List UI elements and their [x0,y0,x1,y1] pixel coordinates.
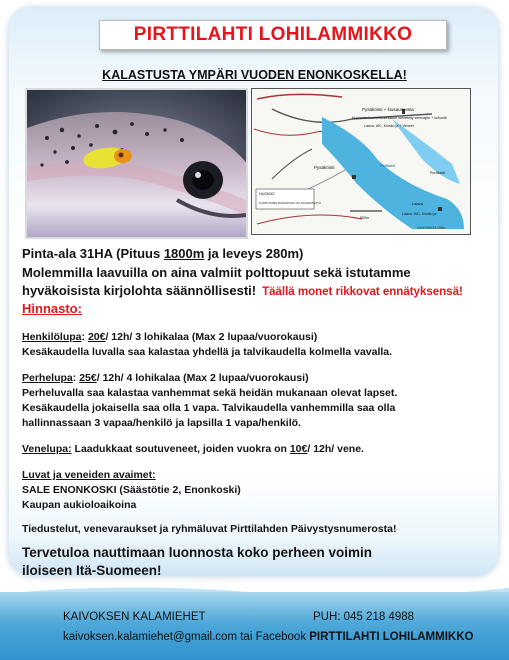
price-heading: Hinnasto: [22,301,82,316]
footer-email[interactable]: kaivoksen.kalamiehet@gmail.com [63,631,238,643]
individual-price: 20€ [87,331,106,343]
family-price: 25€ [79,372,97,384]
family-label: Perhelupa [22,372,73,384]
footer-org: KAIVOKSEN KALAMIEHET [63,611,206,623]
footer-phone: PUH: 045 218 4988 [313,611,415,623]
footer-connector: tai Facebook [237,631,310,643]
boat-permit [22,442,364,457]
map-label-3: Laava, WC, Kiosko ja + Veneet [364,124,414,128]
boat-text: Laadukkaat soutuveneet, joiden vuokra on [71,443,290,455]
family-details: / 12h/ 4 lohikalaa (Max 2 lupaa/vuorokausi) [96,372,309,384]
fish-photo [25,88,248,239]
family-note-1: Perheluvalla saa kalastaa vanhemmat sekä heidän mukanaan olevat lapset. [22,387,398,399]
area-line [22,245,303,262]
area-line-start: Pinta-ala 31HA (Pituus [22,246,164,261]
boat-price: 10€ [289,443,308,455]
footer-contact [63,631,473,643]
map-label-6: Porttilahti [430,171,445,175]
individual-label: Henkilölupa [22,331,82,343]
welcome-line-1: Tervetuloa nauttimaan luonnosta koko perheen voimin [22,545,373,560]
sales-line-2: Kaupan aukioloaikoina [22,499,137,511]
boat-label: Venelupa: [22,443,72,455]
individual-details: / 12h/ 3 lohikalaa (Max 2 lupaa/vuorokausi) [105,331,318,343]
intro-line-3 [22,282,463,299]
map-icon [252,89,470,234]
page-subtitle: KALASTUSTA YMPÄRI VUODEN ENONKOSKELLA! [102,68,407,82]
map-label-5: Pirttilahti [380,163,396,168]
individual-permit: Henkilölupa: 20€/ 12h/ 3 lohikalaa (Max 2 lupaa/vuorokausi) [22,331,318,343]
area-line-end: ja leveys 280m) [204,246,304,261]
map-legend-text: LUPATUSTEN RASTAPUOLI OK NAUHOITETTU [259,201,321,205]
map-legend-title: HUOMIO [259,192,275,196]
sales-heading: Luvat ja veneiden avaimet: [22,469,156,481]
intro-line-2: Molemmilla laavuilla on aina valmiit polttopuut sekä istutamme [22,265,411,280]
family-note-2: Kesäkaudella jokaisella saa olla 1 vapa. Talvikaudella vanhemmilla saa olla [22,402,396,414]
family-note-3: hallinnassaan 3 vapaa/henkilö ja lapsilla 1 vapa/henkilö. [22,417,301,429]
sales-line-1: SALE ENONKOSKI (Säästötie 2, Enonkoski) [22,484,241,496]
page-title: PIRTTILAHTI LOHILAMMIKKO [99,20,447,50]
map-label-4: Pysäköinti [314,165,335,170]
lake-map [251,88,471,235]
footer-band [0,592,509,660]
map-legend [256,189,321,209]
map-label-7: Laava, WC, Kiosko ja [402,212,437,216]
record-highlight: Täällä monet rikkovat ennätyksensä! [262,286,463,298]
boat-details: / 12h/ vene. [307,443,364,455]
intro-line-3-text: hyväkoisista kirjolohta säännöllisesti! [22,283,257,298]
map-scale: 500m [360,216,369,220]
footer-facebook[interactable]: PIRTTILAHTI LOHILAMMIKKO [309,631,474,643]
fish-photo-icon [27,90,246,237]
area-length: 1800m [163,246,205,261]
family-permit: Perhelupa: 25€/ 12h/ 4 lohikalaa (Max 2 lupaa/vuorokausi) [22,372,309,384]
map-label-1: Pysäköinti + kiusauseesta [362,107,414,112]
map-label-2: Huoneistohuoneistokesäkoti menetelty verenajite + loihuvät [352,116,447,120]
map-credit: SAHKRÄNTÄ 256m [417,226,446,230]
inquiries-line: Tiedustelut, venevaraukset ja ryhmäluvat Pirttilahden Päivystysnumerosta! [22,523,397,535]
individual-note: Kesäkaudella luvalla saa kalastaa yhdellä ja talvikaudella kolmella vavalla. [22,346,393,358]
welcome-line-2: iloiseen Itä-Suomeen! [22,563,162,578]
map-label-8: Laava [412,201,423,206]
